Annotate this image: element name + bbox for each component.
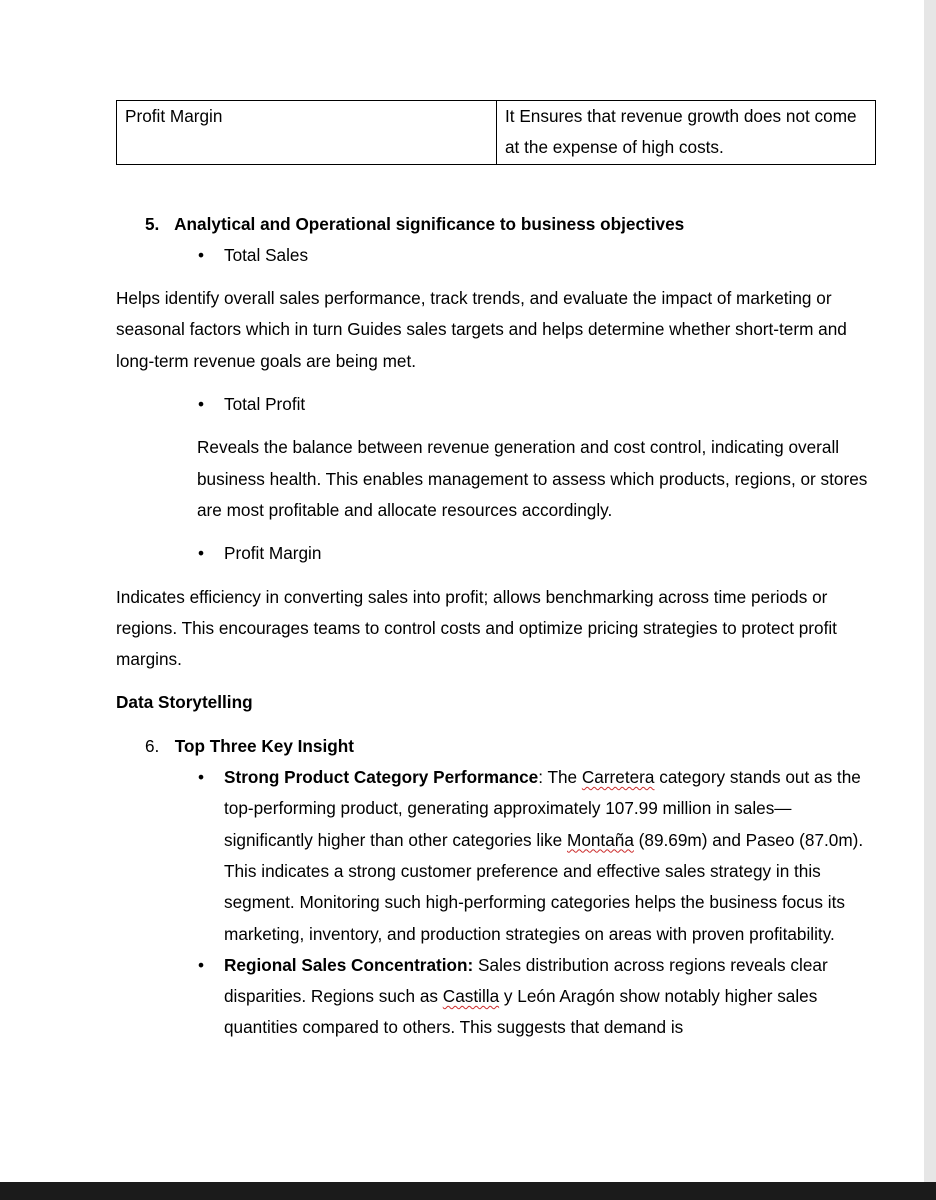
section-6-title: Top Three Key Insight	[174, 735, 354, 756]
insight-item-1	[198, 762, 876, 950]
section-5-title: Analytical and Operational significance to business objectives	[174, 213, 685, 234]
list-item-profit-margin	[198, 538, 876, 569]
spellcheck-word: Montaña	[567, 829, 634, 850]
bullet-icon: •	[198, 394, 205, 415]
bullet-icon: •	[198, 543, 205, 564]
spellcheck-word: Castilla	[442, 986, 500, 1007]
total-sales-paragraph: Helps identify overall sales performance, track trends, and evaluate the impact of marketing or seasonal factors which in turn Guides sales targets and helps determine whether short-term and long-term revenue goals are being met.	[116, 288, 847, 371]
list-item-label: Profit Margin	[224, 543, 322, 564]
bullet-icon: •	[198, 767, 205, 788]
list-item-label: Total Profit	[224, 394, 306, 415]
insight-item-2	[198, 950, 876, 1044]
kpi-table	[116, 100, 876, 165]
insight-2-text-b: y León Aragón show notably higher sales quantities compared to others. This suggests that demand is	[224, 986, 818, 1038]
insight-1-text-a: : The	[538, 767, 582, 788]
table-cell-metric: Profit Margin	[117, 101, 497, 165]
bullet-icon: •	[198, 954, 205, 975]
list-item-total-sales	[198, 240, 876, 271]
section-5-heading	[145, 209, 876, 240]
data-storytelling-heading: Data Storytelling	[116, 692, 253, 713]
list-item-total-profit	[198, 389, 876, 420]
insight-2-text-a: Sales distribution across regions reveals clear disparities. Regions such as	[224, 954, 828, 1007]
section-6-number: 6.	[145, 735, 160, 756]
table-row	[117, 101, 876, 165]
section-5-number: 5.	[145, 213, 160, 234]
bullet-icon: •	[198, 244, 205, 265]
insight-1-heading: Strong Product Category Performance	[224, 767, 539, 788]
total-profit-paragraph: Reveals the balance between revenue generation and cost control, indicating overall business health. This enables management to assess which products, regions, or stores are most profitable and allocate resources accordingly.	[197, 437, 868, 520]
section-6-heading	[145, 731, 876, 762]
spellcheck-word: Carretera	[581, 767, 655, 788]
page-edge-shadow	[924, 0, 936, 1182]
list-item-label: Total Sales	[224, 244, 309, 265]
insight-2-heading: Regional Sales Concentration:	[224, 954, 474, 975]
insight-1-text-c: (89.69m) and Paseo (87.0m). This indicates a strong customer preference and effective sales strategy in this segment. Monitoring such high-performing categories helps the business focus its marketing, inventory, and production strategies on areas with proven profitability.	[224, 829, 864, 944]
insight-1-text-b: category stands out as the top-performing product, generating approximately 107.99 million in sales—significantly higher than other categories like	[224, 767, 861, 850]
document-body	[116, 100, 876, 1044]
profit-margin-paragraph: Indicates efficiency in converting sales into profit; allows benchmarking across time periods or regions. This encourages teams to control costs and optimize pricing strategies to protect profit margins.	[116, 586, 837, 670]
table-cell-description: It Ensures that revenue growth does not come at the expense of high costs.	[497, 101, 876, 165]
window-background	[0, 1182, 936, 1200]
